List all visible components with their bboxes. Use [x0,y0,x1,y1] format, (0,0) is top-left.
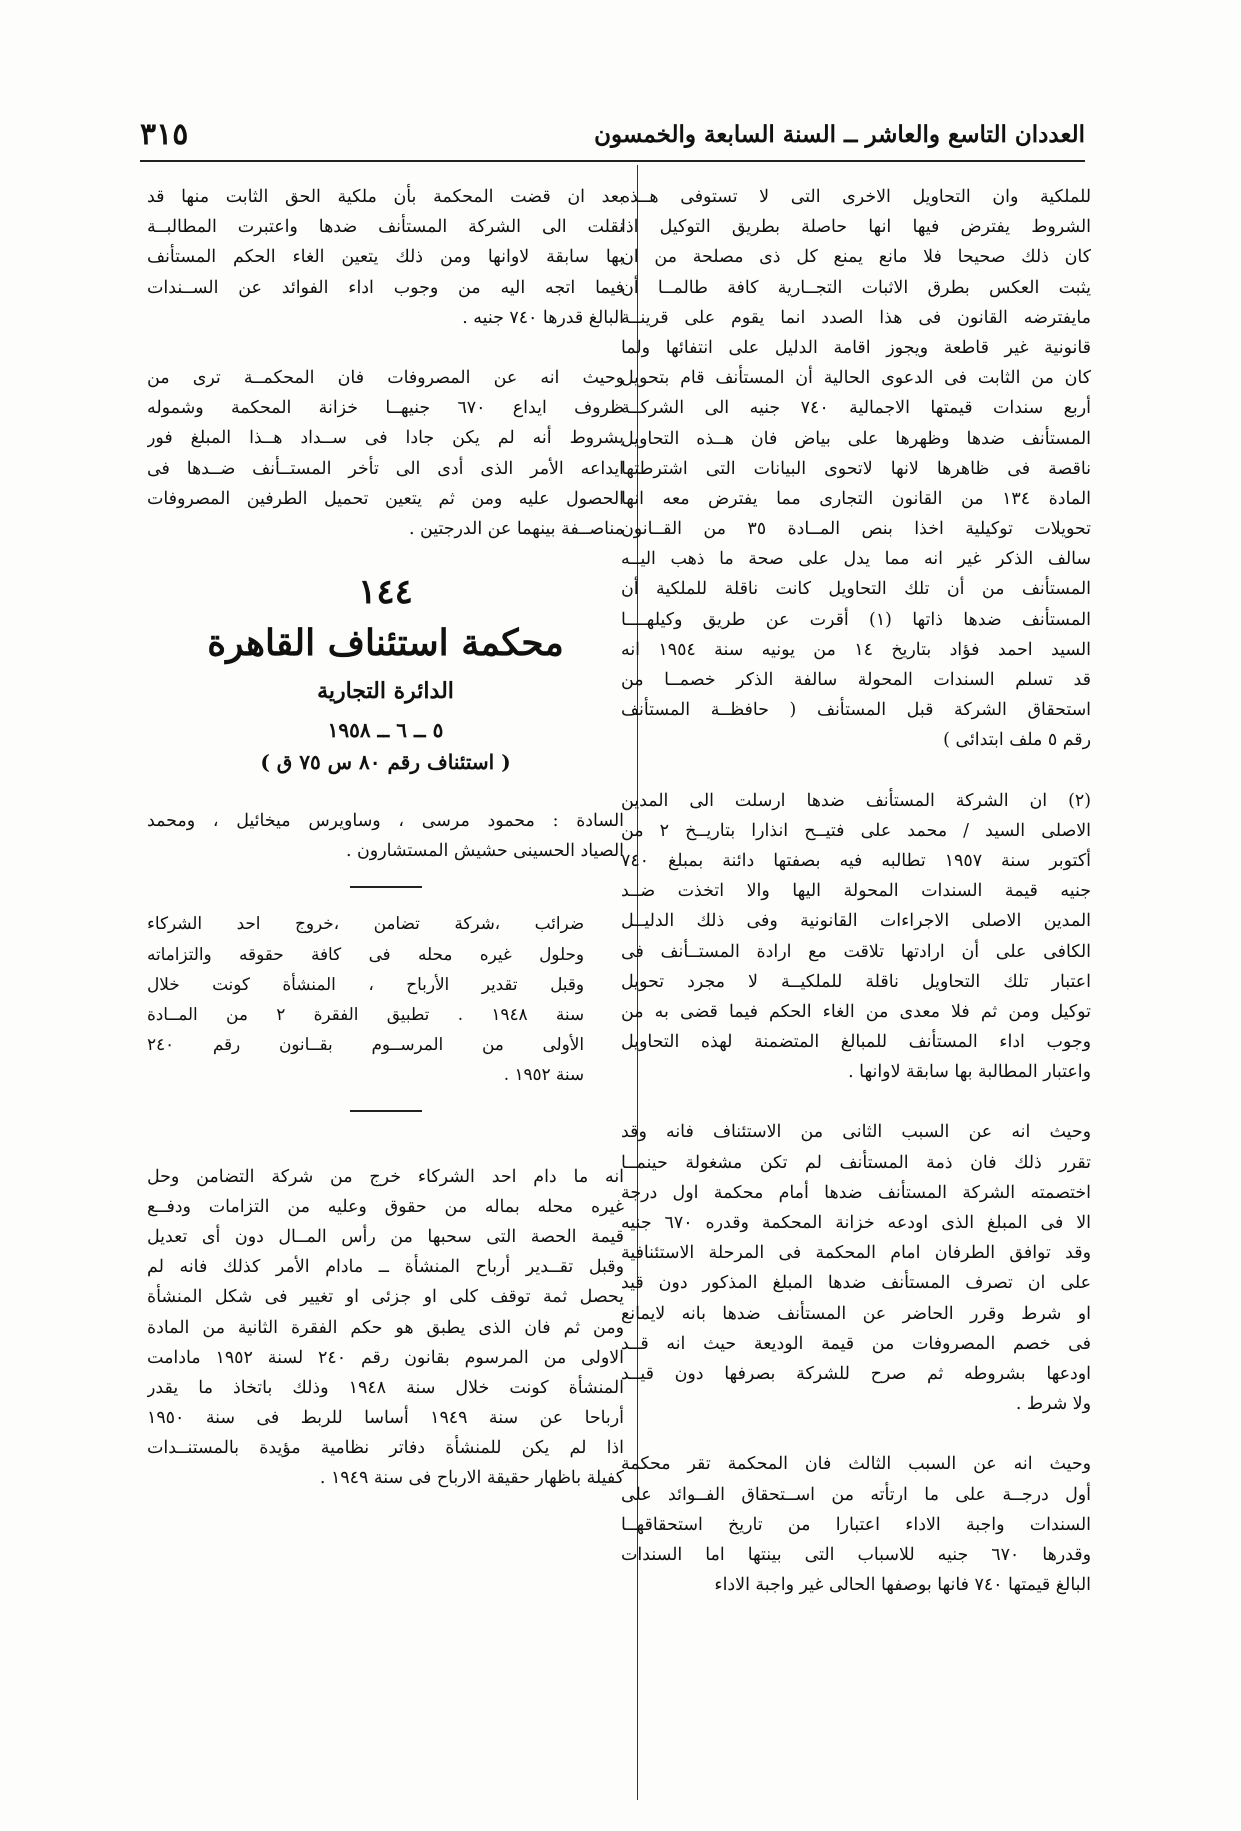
text-line: أكتوبر سنة ١٩٥٧ تطالبه فيه بصفتها دائنة بمبلغ ٧٤٠ [621,850,1091,871]
text-line: مناصــفة بينهما عن الدرجتين . [408,518,624,539]
text-line: جنيه قيمة السندات المحولة اليها والا اتخذت ضــد [621,881,1091,902]
paragraph-gap [147,1132,624,1162]
text-line: أول درجــة على ما ارتأته من اســتحقاق الفــوائد على [621,1484,1091,1505]
text-line: وقدرها ٦٧٠ جنيه للاسباب التى بينتها اما السندات [621,1544,1091,1565]
text-line: قيمة الحصة التى سحبها من رأس المــال دون أى تعديل [147,1226,624,1247]
text-line: سنة ١٩٤٨ . تطبيق الفقرة ٢ من المــادة [147,1004,584,1024]
paragraph-gap [621,756,1091,786]
text-line: كان من الثابت فى الدعوى الحالية أن المستأنف قام بتحويل [621,368,1091,389]
running-title: العددان التاسع والعاشر ــ السنة السابعة والخمسون [594,120,1085,148]
text-line: بشروط أنه لم يكن جادا فى ســداد هــذا المبلغ فور [147,428,624,449]
text-line: وجوب اداء المستأنف للمبالغ المتضمنة لهذه التحاويل [621,1032,1091,1053]
text-line: تحويلات توكيلية اخذا بنص المــادة ٣٥ من القــانون [621,519,1091,540]
text-line: غيره محله بماله من حقوق وعليه من التزامات ودفــع [147,1196,624,1217]
paragraph [621,786,1091,1088]
text-line: ولا شرط . [1015,1394,1091,1415]
paragraph [621,1117,1091,1419]
text-line: اختصمته الشركة المستأنف ضدها أمام محكمة اول درجة [621,1182,1091,1203]
text-line: او شرط وقرر الحاضر عن المستأنف ضدها بانه لايمانع [621,1303,1091,1324]
legal-holding [147,1162,624,1494]
text-line: انه ما دام احد الشركاء خرج من شركة التضامن وحل [147,1166,624,1187]
text-line: المستأنف ضدها ذاتها (١) أقرت عن طريق وكيلهــــا [621,609,1091,630]
judges-list [147,806,624,866]
text-line: بعد ان قضت المحكمة بأن ملكية الحق الثابت منها قد [147,187,624,207]
text-line: قانونية غير قاطعة ويجوز اقامة الدليل على انتفائها ولما [621,337,1091,358]
text-line: البالغ قدرها ٧٤٠ جنيه . [462,307,624,328]
paragraph [147,182,624,333]
text-line: يثبت العكس بطرق الاثبات التجــارية كافة طالمــا أن [621,277,1091,298]
text-line: الا فى المبلغ الذى اودعه خزانة المحكمة وقدره ٦٧٠ جنيه [621,1213,1091,1233]
text-line: وقد توافق الطرفان امام المحكمة فى المرحلة الاستئنافية [621,1243,1091,1264]
text-line: ضرائب ،شركة تضامن ،خروج احد الشركاء [147,913,584,934]
text-line: سالف الذكر غير انه مما يدل على صحة ما ذهب اليــه [621,549,1091,570]
text-line: الصياد الحسينى حشيش المستشارون . [345,841,624,862]
text-line: كان ذلك صحيحا فلا مانع يمنع كل ذى مصلحة من ان [621,247,1091,268]
appeal-reference: ( استئناف رقم ٨٠ س ٧٥ ق ) [260,750,511,775]
text-line: مايفترضه القانون فى هذا الصدد انما يقوم على قرينــة [621,307,1091,328]
text-line: ظروف ايداع ٦٧٠ جنيهــا خزانة المحكمة وشموله [147,398,624,419]
text-line: ايداعه الأمر الذى أدى الى تأخر المستــأنف ضــدها فى [147,458,624,479]
text-line: نقلت الى الشركة المستأنف ضدها واعتبرت المطالبــة [147,217,624,238]
text-line: ومن ثم فان الذى يطبق هو حكم الفقرة الثانية من المادة [147,1317,624,1338]
separator-rule [350,886,422,888]
text-line: فى خصم المصروفات من قيمة الوديعة حيث انه قــد [621,1333,1091,1354]
text-line: بها سابقة لاوانها ومن ذلك يتعين الغاء الحكم المستأنف [147,247,624,268]
text-line: للملكية وان التحاويل الاخرى التى لا تستوفى هــذه [621,187,1091,207]
text-line: المادة ١٣٤ من القانون التجارى مما يفترض معه انها [621,488,1091,509]
text-line: الأولى من المرســوم بقــانون رقم ٢٤٠ [147,1034,584,1055]
text-line: رقم ٥ ملف ابتدائى ) [943,730,1091,751]
paragraph-gap [147,333,624,363]
text-line: الكافى على أن ارادتها تلاقت مع ارادة المستــأنف فى [621,941,1091,962]
text-line: وقبل تقدير الأرباح ، المنشأة كونت خلال [147,973,584,994]
judgment-date: ٥ ــ ٦ ــ ١٩٥٨ [327,718,444,743]
text-line: توكيل ومن ثم فلا معدى من الغاء الحكم فيما قضى به من [621,1001,1091,1022]
case-summary [147,908,624,1089]
text-line: وحلول غيره محله فى كافة حقوقه والتزاماته [147,943,584,964]
text-line: استحقاق الشركة قبل المستأنف ( حافظــة المستأنف [621,700,1091,721]
text-line: السندات واجبة الاداء اعتبارا من تاريخ استحقاقهــا [621,1514,1091,1535]
court-name: محكمة استئناف القاهرة [207,622,564,665]
text-line: الاولى من المرسوم بقانون رقم ٢٤٠ لسنة ١٩٥٢ مادامت [147,1347,624,1368]
text-line: واعتبار المطالبة بها سابقة لاوانها . [848,1062,1091,1083]
text-line: وحيث انه عن المصروفات فان المحكمــة ترى من [147,367,624,388]
text-line: الشروط يفترض فيها انها حاصلة بطريق التوكيل اذا [621,217,1091,238]
right-column [621,182,1091,1600]
text-line: المدين الاصلى الاجراءات القانونية وفى ذلك الدليــل [621,911,1091,932]
text-line: وحيث انه عن السبب الثانى من الاستئناف فانه وقد [621,1122,1091,1143]
text-line: اذا لم يكن للمنشأة دفاتر نظامية مؤيدة بالمستنــدات [147,1438,624,1459]
text-line: (٢) ان الشركة المستأنف ضدها ارسلت الى المدين [621,790,1091,811]
left-column [147,182,624,1494]
text-line: اعتبار تلك التحاويل ناقلة للملكيــة لا مجرد تحويل [621,971,1091,992]
text-line: تقرر ذلك فان ذمة المستأنف لم تكن مشغولة حينمــا [621,1152,1091,1173]
text-line: اودعها بشروطه ثم صرح للشركة بصرفها دون قيــد [621,1363,1091,1384]
text-line: فيما اتجه اليه من وجوب اداء الفوائد عن الســندات [147,277,624,298]
text-line: المستأنف من أن تلك التحاويل كانت ناقلة للملكية أن [621,579,1091,600]
paragraph [621,182,1091,756]
court-circuit: الدائرة التجارية [317,678,454,705]
text-line: وحيث انه عن السبب الثالث فان المحكمة تقر محكمة [621,1454,1091,1475]
text-line: أربع سندات قيمتها الاجمالية ٧٤٠ جنيه الى الشركــة [621,398,1091,419]
text-line: كفيلة باظهار حقيقة الارباح فى سنة ١٩٤٩ . [319,1468,624,1489]
text-line: أرباحا عن سنة ١٩٤٩ أساسا للربط فى سنة ١٩٥٠ [147,1408,624,1429]
text-line: قد تسلم السندات المحولة سالفة الذكر خصمــا من [621,670,1091,690]
case-number: ١٤٤ [358,572,413,613]
text-line: السيد احمد فؤاد بتاريخ ١٤ من يونيه سنة ١٩٥٤ انه [621,639,1091,660]
text-line: ناقصة فى ظاهرها لانها لاتحوى البيانات التى اشترطتها [621,458,1091,479]
paragraph-gap [621,1419,1091,1449]
paragraph [621,1449,1091,1600]
page-header [140,108,1085,162]
text-line: السادة : محمود مرسى ، وساويرس ميخائيل ، ومحمد [147,811,624,832]
text-line: سنة ١٩٥٢ . [503,1064,584,1085]
text-line: الاصلى السيد / محمد على فتيــح انذارا بتاريــخ ٢ من [621,820,1091,841]
text-line: البالغ قيمتها ٧٤٠ فانها بوصفها الحالى غير واجبة الاداء [714,1575,1091,1596]
text-line: المستأنف ضدها وظهرها على بياض فان هــذه التحاويل [621,428,1091,449]
text-line: وقبل تقــدير أرباح المنشأة ــ مادام الأمر كذلك فانه لم [147,1257,624,1278]
text-line: على ان تصرف المستأنف ضدها المبلغ المذكور دون قيد [621,1273,1091,1294]
separator-rule [350,1110,422,1112]
paragraph [147,363,624,544]
page-number: ٣١٥ [140,116,189,152]
text-line: يحصل ثمة توقف كلى او جزئى او تغيير فى شكل المنشأة [147,1287,624,1308]
paragraph-gap [621,1087,1091,1117]
text-line: الحصول عليه ومن ثم يتعين تحميل الطرفين المصروفات [147,488,624,509]
text-line: المنشأة كونت خلال سنة ١٩٤٨ وذلك باتخاذ ما يقدر [147,1377,624,1398]
